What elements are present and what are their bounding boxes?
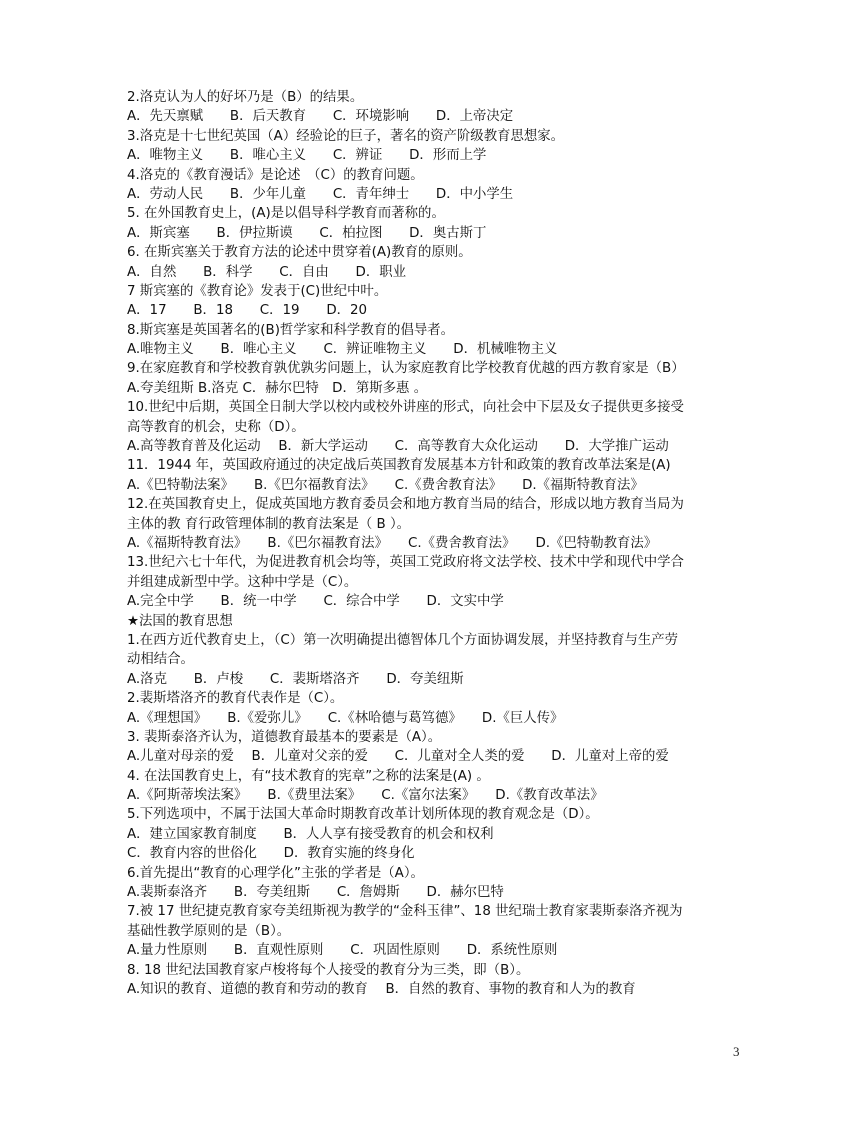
text-line: 动相结合。 [127, 652, 194, 668]
text-line: A．先天禀赋 B．后天教育 C．环境影响 D．上帝决定 [127, 109, 514, 125]
text-line: 高等教育的机会，史称（D）。 [127, 419, 305, 435]
text-line: A.完全中学 B．统一中学 C．综合中学 D．文实中学 [127, 594, 504, 610]
text-line: 并组建成新型中学。这种中学是（C）。 [127, 574, 358, 590]
text-line: 6. 在斯宾塞关于教育方法的论述中贯穿着(A)教育的原则。 [127, 245, 472, 261]
text-line: A．建立国家教育制度 B．人人享有接受教育的机会和权利 [127, 826, 494, 842]
text-line: A.洛克 B．卢梭 C．裴斯塔洛齐 D．夸美纽斯 [127, 671, 464, 687]
text-line: 3.洛克是十七世纪英国（A）经验论的巨子，著名的资产阶级教育思想家。 [127, 128, 565, 144]
text-line: A.《福斯特教育法》 B.《巴尔福教育法》 C.《费舍教育法》 D.《巴特勒教育法》 [127, 535, 658, 551]
text-line: A.量力性原则 B．直观性原则 C．巩固性原则 D．系统性原则 [127, 943, 558, 959]
text-line: 9.在家庭教育和学校教育孰优孰劣问题上，认为家庭教育比学校教育优越的西方教育家是（B） [127, 361, 685, 377]
text-line: 12.在英国教育史上，促成英国地方教育委员会和地方教育当局的结合，形成以地方教育当局为 [127, 497, 684, 513]
text-line: ★法国的教育思想 [127, 613, 233, 629]
text-line: 2.洛克认为人的好坏乃是（B）的结果。 [127, 90, 364, 105]
text-line: A.裴斯泰洛齐 B．夸美纽斯 C．詹姆斯 D．赫尔巴特 [127, 885, 504, 901]
text-line: A.知识的教育、道德的教育和劳动的教育 B．自然的教育、事物的教育和人为的教育 [127, 981, 636, 997]
text-line: A.儿童对母亲的爱 B．儿童对父亲的爱 C．儿童对全人类的爱 D．儿童对上帝的爱 [127, 749, 669, 765]
text-line: A．自然 B．科学 C．自由 D．职业 [127, 264, 407, 280]
text-line: 8.斯宾塞是英国著名的(B)哲学家和科学教育的倡导者。 [127, 322, 455, 338]
text-line: 10.世纪中后期，英国全日制大学以校内或校外讲座的形式，向社会中下层及女子提供更多接受 [127, 400, 684, 416]
text-line: A.唯物主义 B．唯心主义 C．辨证唯物主义 D．机械唯物主义 [127, 342, 558, 358]
text-line: 4. 在法国教育史上，有“技术教育的宪章”之称的法案是(A) 。 [127, 768, 490, 784]
text-line: 5. 在外国教育史上，(A)是以倡导科学教育而著称的。 [127, 206, 445, 222]
page-body-text [127, 88, 767, 999]
text-line: A．17 B．18 C．19 D．20 [127, 303, 368, 319]
text-line: 11．1944 年，英国政府通过的决定战后英国教育发展基本方针和政策的教育改革法案是(A) [127, 458, 671, 474]
text-line: 主体的教 育行政管理体制的教育法案是（ B ）。 [127, 516, 411, 532]
text-line: 基础性教学原则的是（B）。 [127, 923, 291, 939]
text-line: 7.被 17 世纪捷克教育家夸美纽斯视为教学的“金科玉律”、18 世纪瑞士教育家裴斯泰洛齐视为 [127, 904, 683, 920]
text-line: C．教育内容的世俗化 D．教育实施的终身化 [127, 846, 415, 862]
text-line: 4.洛克的《教育漫话》是论述 （C）的教育问题。 [127, 167, 424, 183]
text-line: 3. 裴斯泰洛齐认为，道德教育最基本的要素是（A）。 [127, 729, 442, 745]
text-line: A．劳动人民 B．少年儿童 C．青年绅士 D．中小学生 [127, 186, 514, 202]
text-line: A．唯物主义 B．唯心主义 C．辨证 D．形而上学 [127, 148, 487, 164]
page-number: 3 [733, 1044, 740, 1059]
text-line: 7 斯宾塞的《教育论》发表于(C)世纪中叶。 [127, 283, 388, 299]
text-line: 2.裴斯塔洛齐的教育代表作是（C）。 [127, 691, 344, 707]
text-line: A.《巴特勒法案》 B.《巴尔福教育法》 C.《费舍教育法》 D.《福斯特教育法》 [127, 477, 644, 493]
text-line: 13.世纪六七十年代，为促进教育机会均等，英国工党政府将文法学校、技术中学和现代中学合 [127, 555, 684, 571]
text-line: 8. 18 世纪法国教育家卢梭将每个人接受的教育分为三类，即（B）。 [127, 962, 530, 978]
text-line: A．斯宾塞 B．伊拉斯谟 C．柏拉图 D．奥古斯丁 [127, 225, 487, 241]
text-line: 5.下列选项中，不属于法国大革命时期教育改革计划所体现的教育观念是（D）。 [127, 807, 599, 823]
text-line: A.夸美纽斯 B.洛克 C．赫尔巴特 D．第斯多惠 。 [127, 380, 428, 396]
text-line: A.《阿斯蒂埃法案》 B.《费里法案》 C.《富尔法案》 D.《教育改革法》 [127, 788, 604, 804]
text-line: A.《理想国》 B.《爱弥儿》 C.《林哈德与葛笃德》 D.《巨人传》 [127, 710, 564, 726]
text-line: A.高等教育普及化运动 B．新大学运动 C．高等教育大众化运动 D．大学推广运动 [127, 439, 669, 455]
text-line: 6.首先提出“教育的心理学化”主张的学者是（A）。 [127, 865, 424, 881]
text-line: 1.在西方近代教育史上，（C）第一次明确提出德智体几个方面协调发展，并坚持教育与生产劳 [127, 632, 679, 648]
